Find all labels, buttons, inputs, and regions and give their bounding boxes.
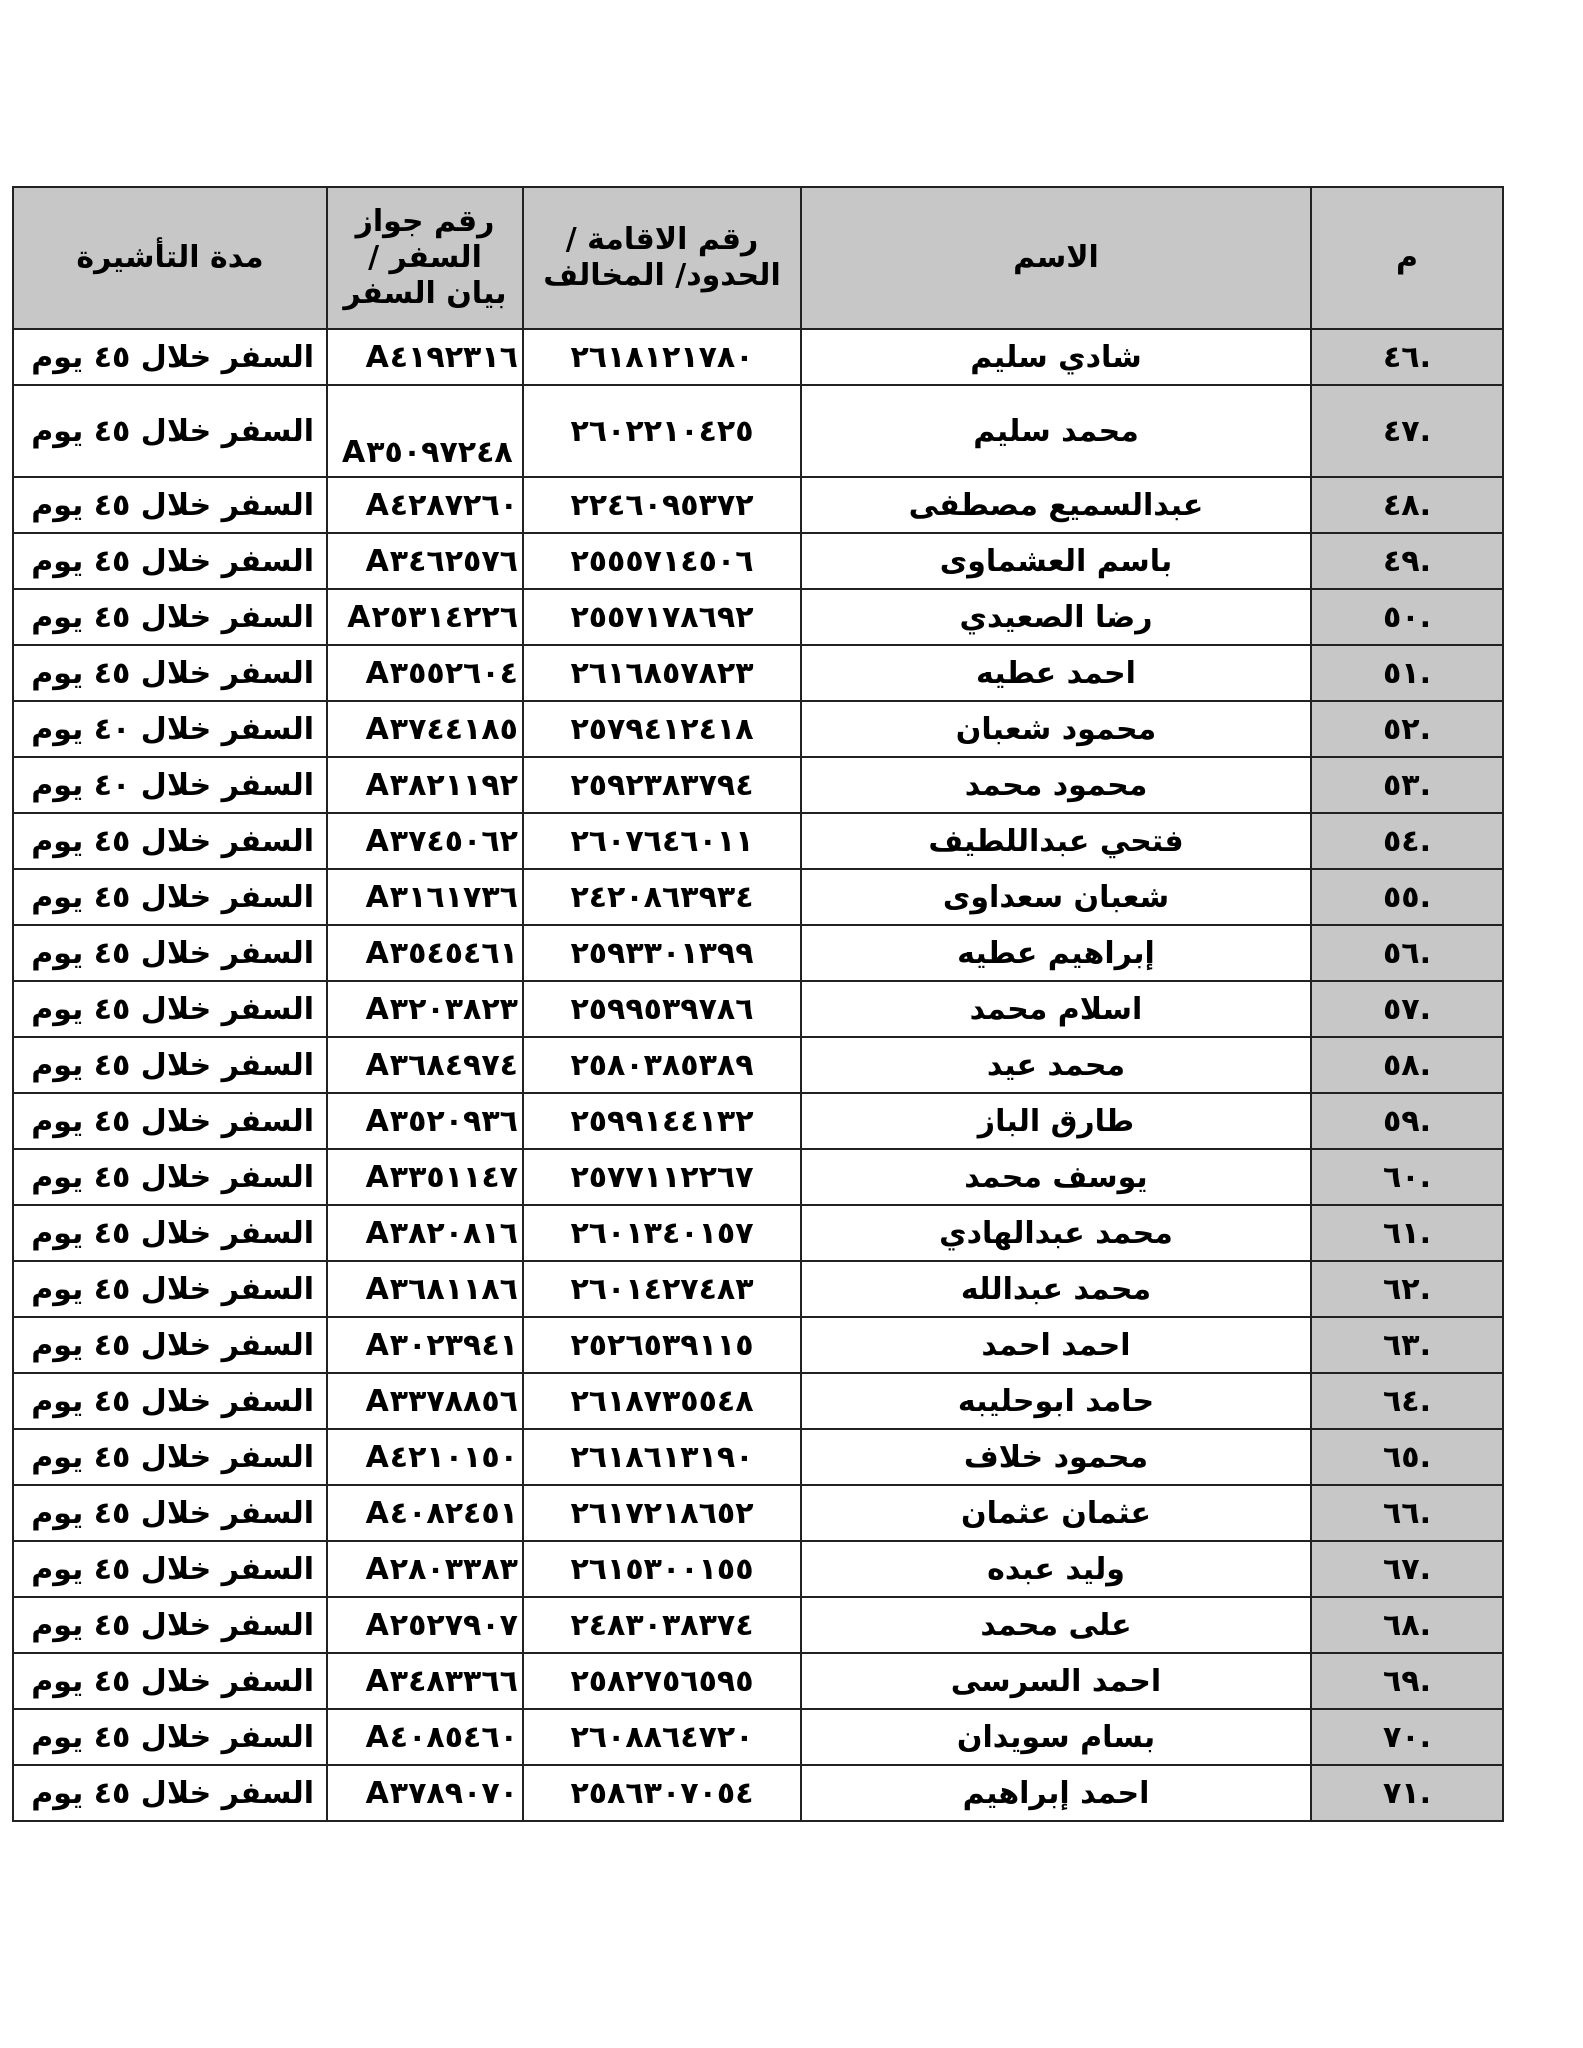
row-name: بسام سويدان — [801, 1709, 1311, 1765]
row-num: .٦٦ — [1311, 1485, 1503, 1541]
table-row — [13, 1149, 1503, 1205]
travel-list-table — [12, 186, 1504, 1822]
row-residence: ٢٥٥٧١٧٨٦٩٢ — [523, 589, 801, 645]
row-name: احمد السرسى — [801, 1653, 1311, 1709]
row-residence: ٢٤٨٣٠٣٨٣٧٤ — [523, 1597, 801, 1653]
table-row — [13, 1597, 1503, 1653]
row-visa: السفر خلال ٤٥ يوم — [13, 1261, 327, 1317]
row-residence: ٢٢٤٦٠٩٥٣٧٢ — [523, 477, 801, 533]
row-passport: A٢٨٠٣٣٨٣ — [327, 1541, 523, 1597]
row-num: .٦٧ — [1311, 1541, 1503, 1597]
row-passport: A٤٢١٠١٥٠ — [327, 1429, 523, 1485]
table-row — [13, 1765, 1503, 1821]
row-residence: ٢٥٥٥٧١٤٥٠٦ — [523, 533, 801, 589]
table-row — [13, 813, 1503, 869]
row-name: إبراهيم عطيه — [801, 925, 1311, 981]
row-name: عثمان عثمان — [801, 1485, 1311, 1541]
row-num: .٤٦ — [1311, 329, 1503, 385]
row-name: احمد عطيه — [801, 645, 1311, 701]
row-residence: ٢٦٠١٣٤٠١٥٧ — [523, 1205, 801, 1261]
table-row — [13, 1093, 1503, 1149]
row-passport: A٣٨٢٠٨١٦ — [327, 1205, 523, 1261]
row-visa: السفر خلال ٤٠ يوم — [13, 757, 327, 813]
row-num: .٥١ — [1311, 645, 1503, 701]
row-visa: السفر خلال ٤٥ يوم — [13, 1709, 327, 1765]
row-passport: A٣٢٠٣٨٢٣ — [327, 981, 523, 1037]
row-passport: A٣٤٨٣٣٦٦ — [327, 1653, 523, 1709]
row-residence: ٢٥٨٦٣٠٧٠٥٤ — [523, 1765, 801, 1821]
row-num: .٦٩ — [1311, 1653, 1503, 1709]
row-passport: A٣٥٢٠٩٣٦ — [327, 1093, 523, 1149]
row-passport: A٣٠٢٣٩٤١ — [327, 1317, 523, 1373]
row-visa: السفر خلال ٤٥ يوم — [13, 589, 327, 645]
header-visa: مدة التأشيرة — [13, 187, 327, 329]
row-num: .٦٠ — [1311, 1149, 1503, 1205]
row-passport: A٢٥٢٧٩٠٧ — [327, 1597, 523, 1653]
row-residence: ٢٥٨٢٧٥٦٥٩٥ — [523, 1653, 801, 1709]
row-residence: ٢٦١٥٣٠٠١٥٥ — [523, 1541, 801, 1597]
table-row — [13, 1037, 1503, 1093]
row-visa: السفر خلال ٤٥ يوم — [13, 1317, 327, 1373]
row-num: .٥٦ — [1311, 925, 1503, 981]
row-visa: السفر خلال ٤٥ يوم — [13, 1653, 327, 1709]
row-name: عبدالسميع مصطفى — [801, 477, 1311, 533]
table-row — [13, 1261, 1503, 1317]
row-num: .٦١ — [1311, 1205, 1503, 1261]
row-passport: A٣٦٨٤٩٧٤ — [327, 1037, 523, 1093]
row-name: شادي سليم — [801, 329, 1311, 385]
row-passport: A٤٠٨٢٤٥١ — [327, 1485, 523, 1541]
row-visa: السفر خلال ٤٥ يوم — [13, 329, 327, 385]
row-residence: ٢٤٢٠٨٦٣٩٣٤ — [523, 869, 801, 925]
row-name: على محمد — [801, 1597, 1311, 1653]
table-row — [13, 1653, 1503, 1709]
row-residence: ٢٦٠٨٨٦٤٧٢٠ — [523, 1709, 801, 1765]
row-passport: A٣٧٨٩٠٧٠ — [327, 1765, 523, 1821]
row-residence: ٢٦١٨٦١٣١٩٠ — [523, 1429, 801, 1485]
row-name: طارق الباز — [801, 1093, 1311, 1149]
row-visa: السفر خلال ٤٥ يوم — [13, 645, 327, 701]
row-num: .٦٨ — [1311, 1597, 1503, 1653]
row-num: .٥٠ — [1311, 589, 1503, 645]
table-row — [13, 1205, 1503, 1261]
row-passport: A٤٠٨٥٤٦٠ — [327, 1709, 523, 1765]
row-passport: A٣٦٨١١٨٦ — [327, 1261, 523, 1317]
table-row — [13, 1373, 1503, 1429]
row-visa: السفر خلال ٤٥ يوم — [13, 981, 327, 1037]
row-visa: السفر خلال ٤٥ يوم — [13, 1765, 327, 1821]
row-num: .٦٢ — [1311, 1261, 1503, 1317]
row-residence: ٢٥٩٢٣٨٣٧٩٤ — [523, 757, 801, 813]
table-row — [13, 925, 1503, 981]
row-num: .٥٧ — [1311, 981, 1503, 1037]
row-passport: A٣١٦١٧٣٦ — [327, 869, 523, 925]
row-name: محمد عبدالله — [801, 1261, 1311, 1317]
header-name: الاسم — [801, 187, 1311, 329]
row-num: .٤٩ — [1311, 533, 1503, 589]
row-residence: ٢٥٨٠٣٨٥٣٨٩ — [523, 1037, 801, 1093]
table-header-row — [13, 187, 1503, 329]
row-passport: A٣٤٦٢٥٧٦ — [327, 533, 523, 589]
row-name: حامد ابوحليبه — [801, 1373, 1311, 1429]
row-visa: السفر خلال ٤٥ يوم — [13, 1373, 327, 1429]
table-body — [13, 329, 1503, 1821]
row-visa: السفر خلال ٤٥ يوم — [13, 869, 327, 925]
row-visa: السفر خلال ٤٥ يوم — [13, 1429, 327, 1485]
table-row — [13, 385, 1503, 477]
row-visa: السفر خلال ٤٥ يوم — [13, 385, 327, 477]
table-row — [13, 329, 1503, 385]
row-num: .٦٥ — [1311, 1429, 1503, 1485]
header-num: م — [1311, 187, 1503, 329]
row-num: .٥٣ — [1311, 757, 1503, 813]
row-name: فتحي عبداللطيف — [801, 813, 1311, 869]
row-num: .٦٤ — [1311, 1373, 1503, 1429]
row-visa: السفر خلال ٤٠ يوم — [13, 701, 327, 757]
row-passport: A٢٥٣١٤٢٢٦ — [327, 589, 523, 645]
row-name: رضا الصعيدي — [801, 589, 1311, 645]
table-row — [13, 1485, 1503, 1541]
table-row — [13, 757, 1503, 813]
table-row — [13, 869, 1503, 925]
table-row — [13, 477, 1503, 533]
table-row — [13, 701, 1503, 757]
travel-list-table-wrap — [12, 186, 1502, 1822]
row-visa: السفر خلال ٤٥ يوم — [13, 1485, 327, 1541]
row-residence: ٢٦١٧٢١٨٦٥٢ — [523, 1485, 801, 1541]
row-name: احمد احمد — [801, 1317, 1311, 1373]
row-visa: السفر خلال ٤٥ يوم — [13, 533, 327, 589]
row-visa: السفر خلال ٤٥ يوم — [13, 1149, 327, 1205]
row-passport: A٣٨٢١١٩٢ — [327, 757, 523, 813]
row-residence: ٢٦٠١٤٢٧٤٨٣ — [523, 1261, 801, 1317]
row-visa: السفر خلال ٤٥ يوم — [13, 1541, 327, 1597]
row-name: محمد سليم — [801, 385, 1311, 477]
row-visa: السفر خلال ٤٥ يوم — [13, 1205, 327, 1261]
row-num: .٤٨ — [1311, 477, 1503, 533]
row-passport: A٤١٩٢٣١٦ — [327, 329, 523, 385]
row-passport: A٣٣٧٨٨٥٦ — [327, 1373, 523, 1429]
row-residence: ٢٦٠٢٢١٠٤٢٥ — [523, 385, 801, 477]
header-residence: رقم الاقامة / الحدود/ المخالف — [523, 187, 801, 329]
row-visa: السفر خلال ٤٥ يوم — [13, 925, 327, 981]
row-residence: ٢٦١٦٨٥٧٨٢٣ — [523, 645, 801, 701]
row-passport: A٣٧٤٥٠٦٢ — [327, 813, 523, 869]
row-name: احمد إبراهيم — [801, 1765, 1311, 1821]
row-passport: A٣٥٠٩٧٢٤٨ — [327, 385, 523, 477]
table-row — [13, 1541, 1503, 1597]
row-residence: ٢٦٠٧٦٤٦٠١١ — [523, 813, 801, 869]
row-residence: ٢٥٩٣٣٠١٣٩٩ — [523, 925, 801, 981]
row-passport: A٣٧٤٤١٨٥ — [327, 701, 523, 757]
row-num: .٥٥ — [1311, 869, 1503, 925]
row-num: .٤٧ — [1311, 385, 1503, 477]
row-num: .٥٨ — [1311, 1037, 1503, 1093]
row-residence: ٢٥٢٦٥٣٩١١٥ — [523, 1317, 801, 1373]
row-passport: A٣٥٥٢٦٠٤ — [327, 645, 523, 701]
row-visa: السفر خلال ٤٥ يوم — [13, 813, 327, 869]
table-row — [13, 1317, 1503, 1373]
row-num: .٧٠ — [1311, 1709, 1503, 1765]
row-residence: ٢٦١٨٧٣٥٥٤٨ — [523, 1373, 801, 1429]
row-visa: السفر خلال ٤٥ يوم — [13, 1597, 327, 1653]
row-residence: ٢٦١٨١٢١٧٨٠ — [523, 329, 801, 385]
table-row — [13, 533, 1503, 589]
row-name: اسلام محمد — [801, 981, 1311, 1037]
row-num: .٥٩ — [1311, 1093, 1503, 1149]
row-name: محمود محمد — [801, 757, 1311, 813]
row-visa: السفر خلال ٤٥ يوم — [13, 1037, 327, 1093]
row-residence: ٢٥٧٩٤١٢٤١٨ — [523, 701, 801, 757]
row-num: .٦٣ — [1311, 1317, 1503, 1373]
table-row — [13, 589, 1503, 645]
header-passport: رقم جواز السفر / بيان السفر — [327, 187, 523, 329]
row-name: محمود خلاف — [801, 1429, 1311, 1485]
row-passport: A٣٣٥١١٤٧ — [327, 1149, 523, 1205]
row-name: وليد عبده — [801, 1541, 1311, 1597]
table-row — [13, 981, 1503, 1037]
row-name: يوسف محمد — [801, 1149, 1311, 1205]
table-row — [13, 1429, 1503, 1485]
row-passport: A٣٥٤٥٤٦١ — [327, 925, 523, 981]
row-num: .٥٤ — [1311, 813, 1503, 869]
row-passport: A٤٢٨٧٢٦٠ — [327, 477, 523, 533]
row-name: شعبان سعداوى — [801, 869, 1311, 925]
row-name: محمد عبدالهادي — [801, 1205, 1311, 1261]
row-visa: السفر خلال ٤٥ يوم — [13, 477, 327, 533]
row-name: محمد عيد — [801, 1037, 1311, 1093]
table-row — [13, 1709, 1503, 1765]
row-num: .٧١ — [1311, 1765, 1503, 1821]
row-visa: السفر خلال ٤٥ يوم — [13, 1093, 327, 1149]
row-residence: ٢٥٩٩٥٣٩٧٨٦ — [523, 981, 801, 1037]
row-num: .٥٢ — [1311, 701, 1503, 757]
table-row — [13, 645, 1503, 701]
row-residence: ٢٥٧٧١١٢٢٦٧ — [523, 1149, 801, 1205]
row-name: باسم العشماوى — [801, 533, 1311, 589]
row-residence: ٢٥٩٩١٤٤١٣٢ — [523, 1093, 801, 1149]
row-name: محمود شعبان — [801, 701, 1311, 757]
